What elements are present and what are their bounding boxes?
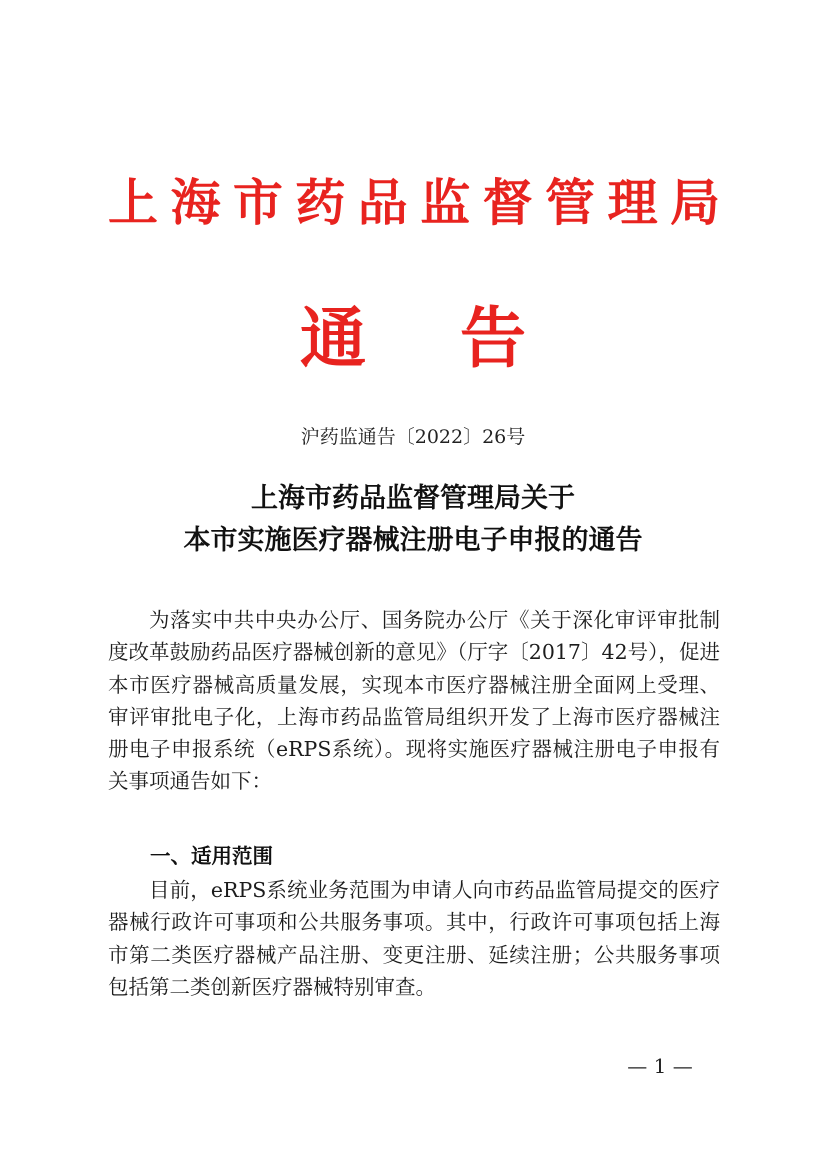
org-char: 管 [545,173,596,232]
notice-char: 告 [460,299,526,377]
org-char: 上 [108,173,158,232]
section-1-paragraph: 目前，eRPS系统业务范围为申请人向市药品监管局提交的医疗器械行政许可事项和公共服务事项。其中，行政许可事项包括上海市第二类医疗器械产品注册、变更注册、延续注册；公共服务事项包括第二类创新医疗器械特别审查。 [108,878,720,999]
org-char: 品 [357,173,408,232]
section-1-heading: 一、适用范围 [150,844,273,868]
org-char: 市 [232,173,283,232]
headline-line-1: 上海市药品监督管理局关于 [251,483,575,514]
document-headline [0,478,826,562]
issuing-organization-title [108,168,720,238]
page-number: — 1 — [627,1054,693,1078]
org-char: 监 [420,173,471,232]
headline-line-2: 本市实施医疗器械注册电子申报的通告 [183,525,643,556]
intro-paragraph-block [108,604,720,798]
notice-char: 通 [300,299,366,377]
org-char: 理 [607,173,658,232]
org-char: 药 [295,173,346,232]
intro-paragraph: 为落实中共中央办公厅、国务院办公厅《关于深化审评审批制度改革鼓励药品医疗器械创新的意见》（厅字〔2017〕42号），促进本市医疗器械高质量发展，实现本市医疗器械注册全面网上受理、审评审批电子化，上海市药品监管局组织开发了上海市医疗器械注册电子申报系统（eRPS系统）。现将实施医疗器械注册电子申报有关事项通告如下： [108,608,720,794]
org-char: 局 [669,173,720,232]
section-1-body [108,874,720,1003]
document-number: 沪药监通告〔2022〕26号 [300,426,526,448]
org-char: 督 [482,173,533,232]
notice-type-title [300,298,526,378]
org-char: 海 [170,173,221,232]
